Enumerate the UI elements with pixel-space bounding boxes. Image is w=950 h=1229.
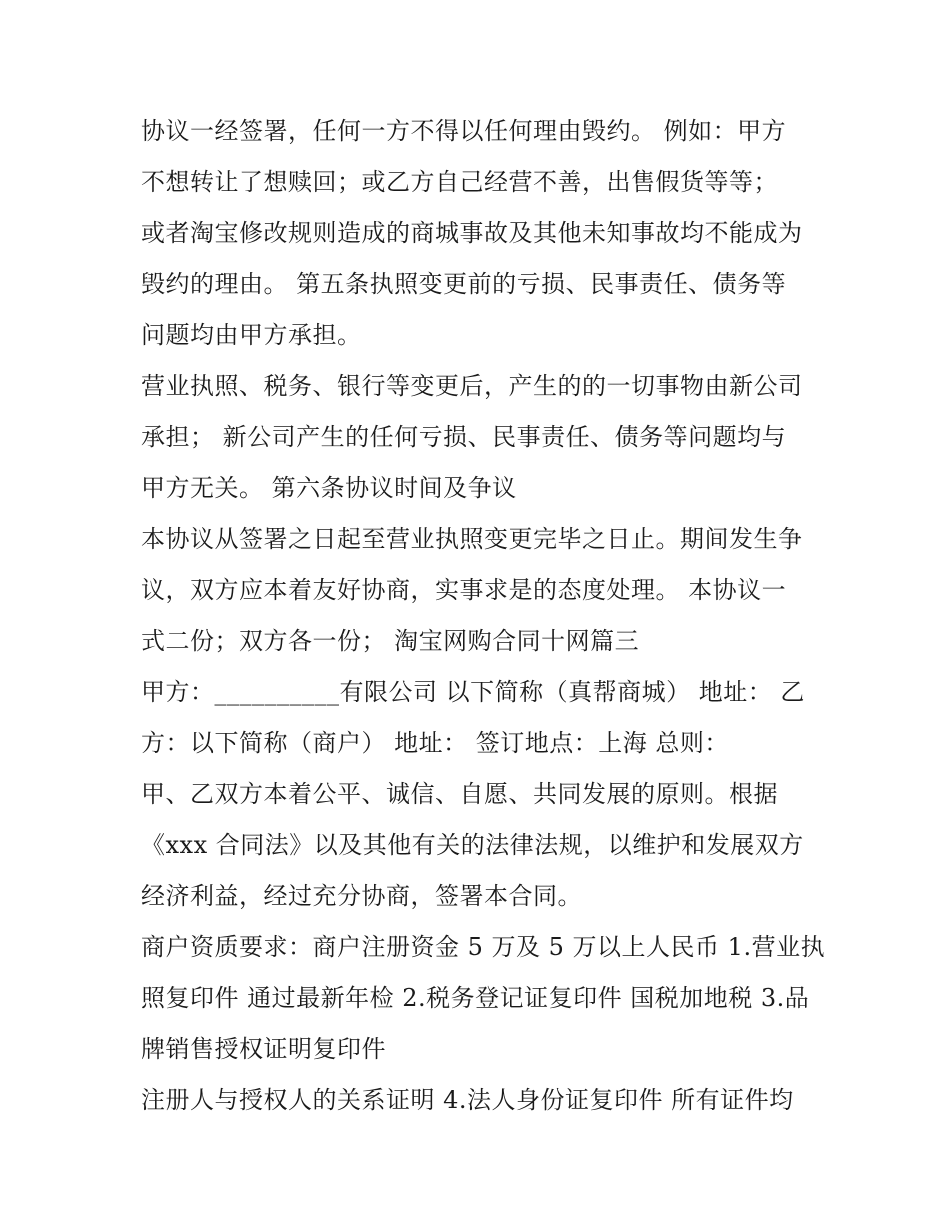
text-line: 注册人与授权人的关系证明 4.法人身份证复印件 所有证件均 xyxy=(141,1086,794,1114)
paragraph-parties xyxy=(141,667,821,769)
text-line: 毁约的理由。 第五条执照变更前的亏损、民事责任、债务等 xyxy=(141,270,787,298)
text-line: 照复印件 通过最新年检 2.税务登记证复印件 国税加地税 3.品 xyxy=(141,984,810,1012)
text-line: 或者淘宝修改规则造成的商城事故及其他未知事故均不能成为 xyxy=(141,219,803,247)
text-line: 本协议从签署之日起至营业执照变更完毕之日止。期间发生争 xyxy=(141,525,803,553)
text-line: 营业执照、税务、银行等变更后，产生的的一切事物由新公司 xyxy=(141,372,803,400)
paragraph-agreement-binding xyxy=(141,106,821,361)
text-line: 不想转让了想赎回；或乙方自己经营不善，出售假货等等； xyxy=(141,168,778,196)
text-line: 甲方：__________有限公司 以下简称（真帮商城） 地址： 乙 xyxy=(141,678,805,706)
paragraph-registrant-proof xyxy=(141,1075,821,1126)
text-line: 方：以下简称（商户） 地址： 签订地点：上海 总则： xyxy=(141,729,729,757)
text-line: 《xxx 合同法》以及其他有关的法律法规，以维护和发展双方 xyxy=(141,831,804,859)
text-line: 甲、乙双方本着公平、诚信、自愿、共同发展的原则。根据 xyxy=(141,780,778,808)
text-line: 问题均由甲方承担。 xyxy=(141,321,362,349)
text-line: 商户资质要求：商户注册资金 5 万及 5 万以上人民币 1.营业执 xyxy=(141,933,826,961)
text-line: 甲方无关。 第六条协议时间及争议 xyxy=(141,474,517,502)
text-line: 议，双方应本着友好协商，实事求是的态度处理。 本协议一 xyxy=(141,576,787,604)
paragraph-merchant-requirements xyxy=(141,922,826,1075)
text-line: 式二份；双方各一份； 淘宝网购合同十网篇三 xyxy=(141,627,640,655)
text-line: 承担； 新公司产生的任何亏损、民事责任、债务等问题均与 xyxy=(141,423,787,451)
paragraph-agreement-term xyxy=(141,514,821,667)
document-body xyxy=(141,106,826,1126)
text-line: 牌销售授权证明复印件 xyxy=(141,1035,386,1063)
paragraph-principles xyxy=(141,769,821,922)
text-line: 协议一经签署，任何一方不得以任何理由毁约。 例如：甲方 xyxy=(141,117,787,145)
text-line: 经济利益，经过充分协商，签署本合同。 xyxy=(141,882,582,910)
paragraph-post-change-liability xyxy=(141,361,821,514)
